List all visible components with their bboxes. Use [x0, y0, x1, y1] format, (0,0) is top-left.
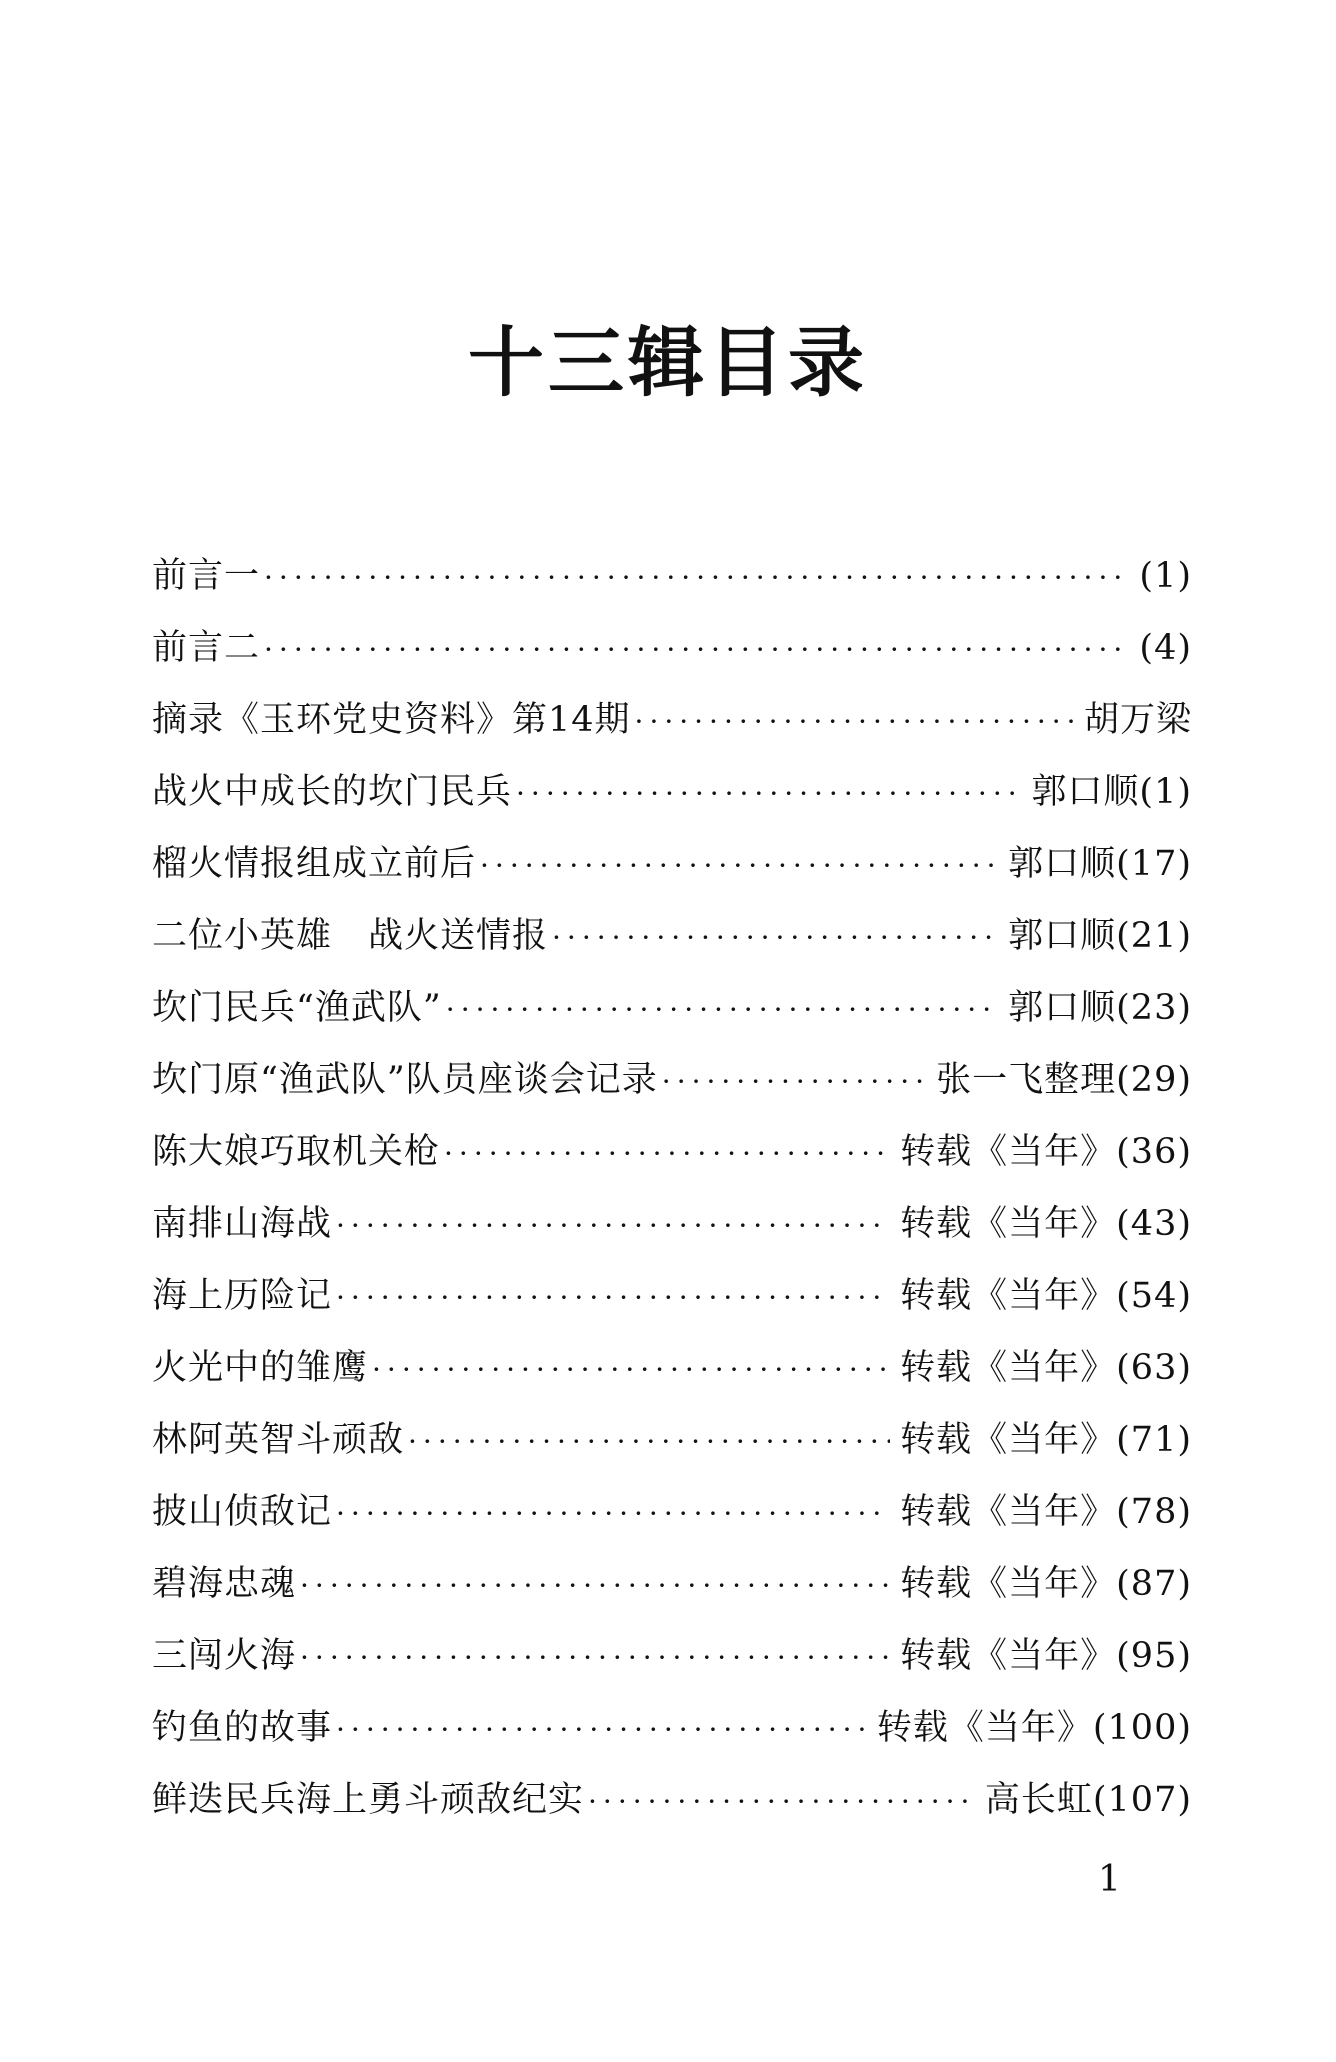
entry-title: 林阿英智斗顽敌	[152, 1420, 405, 1460]
entry-title: 二位小英雄 战火送情报	[152, 916, 549, 956]
entry-source-page: 转载《当年》(36)	[900, 1132, 1192, 1172]
dot-leader	[552, 902, 998, 974]
entry-title: 前言一	[152, 556, 261, 596]
dot-leader	[588, 1766, 975, 1838]
entry-author-page: 郭口顺(21)	[1008, 916, 1192, 956]
dot-leader	[300, 1550, 890, 1622]
dot-leader	[372, 1334, 890, 1406]
toc-entry	[152, 1116, 1192, 1188]
dot-leader	[444, 1118, 890, 1190]
entry-author-page: 张一飞整理(29)	[936, 1060, 1192, 1100]
entry-source-page: 转载《当年》(95)	[900, 1636, 1192, 1676]
dot-leader	[635, 686, 1074, 758]
toc-entry	[152, 1548, 1192, 1620]
entry-source-page: 转载《当年》(54)	[900, 1276, 1192, 1316]
entry-title: 鲜迭民兵海上勇斗顽敌纪实	[152, 1780, 585, 1820]
entry-author: 胡万梁	[1083, 700, 1192, 740]
toc-entry	[152, 1764, 1192, 1836]
entry-author-page: 郭口顺(17)	[1008, 844, 1192, 884]
entry-source-page: 转载《当年》(100)	[876, 1708, 1192, 1748]
entry-source-page: 转载《当年》(63)	[900, 1348, 1192, 1388]
page-number: 1	[1098, 1859, 1121, 1900]
dot-leader	[264, 542, 1129, 614]
toc-entry	[152, 1188, 1192, 1260]
toc-entry	[152, 1692, 1192, 1764]
entry-title: 海上历险记	[152, 1276, 333, 1316]
table-of-contents	[152, 540, 1192, 1836]
toc-entry	[152, 900, 1192, 972]
dot-leader	[516, 758, 1021, 830]
toc-entry	[152, 1476, 1192, 1548]
entry-title: 钓鱼的故事	[152, 1708, 333, 1748]
entry-source-page: 转载《当年》(87)	[900, 1564, 1192, 1604]
toc-entry	[152, 1260, 1192, 1332]
entry-title: 战火中成长的坎门民兵	[152, 772, 513, 812]
entry-title: 坎门原“渔武队”队员座谈会记录	[152, 1060, 658, 1100]
toc-entry	[152, 684, 1192, 756]
entry-page-ref: (4)	[1139, 628, 1192, 668]
toc-entry	[152, 1044, 1192, 1116]
dot-leader	[264, 614, 1129, 686]
entry-title: 碧海忠魂	[152, 1564, 297, 1604]
dot-leader	[336, 1190, 890, 1262]
dot-leader	[480, 830, 998, 902]
toc-entry	[152, 972, 1192, 1044]
dot-leader	[336, 1262, 890, 1334]
entry-title: 陈大娘巧取机关枪	[152, 1132, 441, 1172]
entry-title: 火光中的雏鹰	[152, 1348, 369, 1388]
entry-title: 坎门民兵“渔武队”	[152, 988, 442, 1028]
entry-title: 前言二	[152, 628, 261, 668]
toc-entry	[152, 1404, 1192, 1476]
dot-leader	[300, 1622, 890, 1694]
entry-title: 南排山海战	[152, 1204, 333, 1244]
toc-entry	[152, 828, 1192, 900]
entry-page-ref: (1)	[1139, 556, 1192, 596]
entry-title: 三闯火海	[152, 1636, 297, 1676]
dot-leader	[446, 974, 998, 1046]
toc-entry	[152, 1620, 1192, 1692]
entry-author-page: 郭口顺(23)	[1008, 988, 1192, 1028]
toc-entry	[152, 756, 1192, 828]
page-title: 十三辑目录	[468, 318, 868, 407]
toc-entry	[152, 612, 1192, 684]
toc-entry	[152, 1332, 1192, 1404]
dot-leader	[336, 1694, 867, 1766]
entry-author-page: 郭口顺(1)	[1031, 772, 1192, 812]
entry-title: 披山侦敌记	[152, 1492, 333, 1532]
dot-leader	[408, 1406, 890, 1478]
dot-leader	[662, 1046, 926, 1118]
entry-title: 摘录《玉环党史资料》第14期	[152, 700, 631, 740]
entry-source-page: 转载《当年》(43)	[900, 1204, 1192, 1244]
entry-source-page: 转载《当年》(71)	[900, 1420, 1192, 1460]
entry-author-page: 高长虹(107)	[984, 1780, 1192, 1820]
toc-entry	[152, 540, 1192, 612]
entry-source-page: 转载《当年》(78)	[900, 1492, 1192, 1532]
dot-leader	[336, 1478, 890, 1550]
entry-title: 榴火情报组成立前后	[152, 844, 477, 884]
